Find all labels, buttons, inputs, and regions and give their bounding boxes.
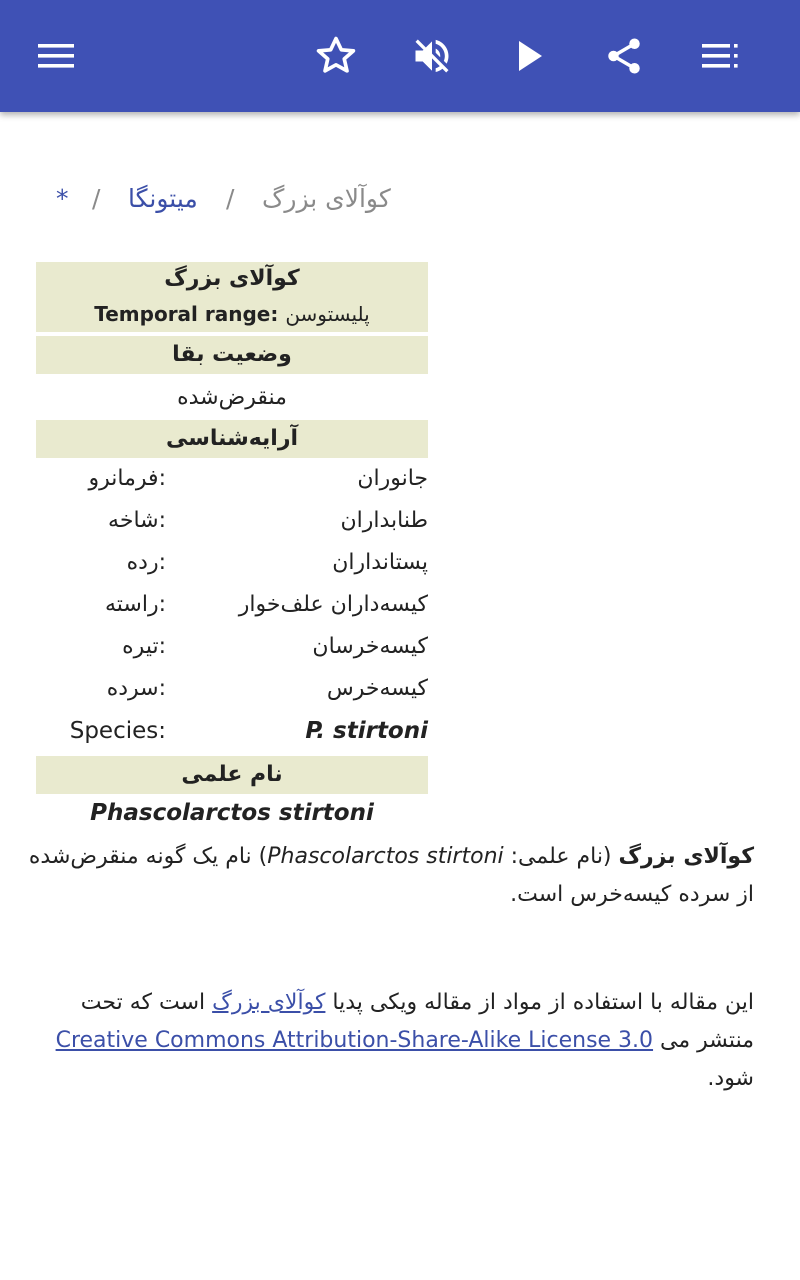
taxonomy-value[interactable]: پستانداران xyxy=(332,550,428,575)
article-intro xyxy=(28,838,754,914)
taxonomy-row-genus xyxy=(36,672,428,712)
taxonomy-value[interactable]: طنابداران xyxy=(340,508,428,533)
taxonomy-value[interactable]: کیسه‌خرسان xyxy=(312,634,428,659)
infobox-title-block xyxy=(36,262,428,332)
article-scientific-name: Phascolarctos stirtoni xyxy=(267,844,504,869)
taxonomy-row-kingdom xyxy=(36,462,428,502)
infobox-title: کوآلای بزرگ xyxy=(164,266,300,291)
wikipedia-article-link[interactable]: کوآلای بزرگ xyxy=(212,990,326,1015)
taxonomy-value[interactable]: کیسه‌داران علف‌خوار xyxy=(238,592,428,617)
taxonomy-row-order xyxy=(36,588,428,628)
breadcrumb-separator: / xyxy=(226,184,235,213)
breadcrumb-home[interactable]: * xyxy=(56,184,69,213)
toc-list-icon xyxy=(700,41,740,71)
temporal-range-value[interactable]: پلیستوسن xyxy=(285,302,370,326)
play-icon xyxy=(515,39,545,73)
taxonomy-rank[interactable]: :سرده xyxy=(106,676,166,701)
license-text-before: این مقاله با استفاده از مواد از مقاله ویکی پدیا xyxy=(325,990,754,1015)
status-value[interactable]: منقرض‌شده xyxy=(177,385,287,410)
breadcrumb-parent[interactable]: میتونگا xyxy=(128,184,198,213)
license-link[interactable]: Creative Commons Attribution-Share-Alike License 3.0 xyxy=(55,1028,654,1053)
taxonomy-value: P. stirtoni xyxy=(305,718,428,744)
article-intro-open: (نام علمی: xyxy=(503,844,619,869)
article-title-bold: کوآلای بزرگ xyxy=(618,844,754,869)
taxonomy-value[interactable]: جانوران xyxy=(357,466,428,491)
menu-icon xyxy=(36,41,76,71)
share-icon xyxy=(603,35,645,77)
taxonomy-value[interactable]: کیسه‌خرس xyxy=(326,676,428,701)
license-text-after: است که تحت xyxy=(80,990,213,1015)
scientific-name: Phascolarctos stirtoni xyxy=(90,800,374,826)
menu-button[interactable] xyxy=(28,28,84,84)
taxonomy-header[interactable]: آرایه‌شناسی xyxy=(36,420,428,458)
license-line-3: شود. xyxy=(707,1066,754,1091)
taxonomy-rank[interactable]: :فرمانرو xyxy=(88,466,166,491)
share-button[interactable] xyxy=(596,28,652,84)
taxonomy-rank[interactable]: :رده xyxy=(126,550,166,575)
play-button[interactable] xyxy=(502,28,558,84)
breadcrumb xyxy=(0,178,800,222)
temporal-range xyxy=(36,302,428,326)
breadcrumb-current: کوآلای بزرگ xyxy=(262,184,391,213)
taxonomy-row-phylum xyxy=(36,504,428,544)
favorite-button[interactable] xyxy=(308,28,364,84)
taxonomy-row-class xyxy=(36,546,428,586)
license-text-published: منتشر می xyxy=(660,1028,754,1053)
article-intro-line-2: از سرده کیسه‌خرس است. xyxy=(510,882,754,907)
taxonomy-rank: Species: xyxy=(69,718,166,744)
taxonomy-rank[interactable]: :شاخه xyxy=(108,508,166,533)
scientific-name-header[interactable]: نام علمی xyxy=(36,756,428,794)
breadcrumb-separator: / xyxy=(92,184,101,213)
temporal-range-label: Temporal range: xyxy=(94,302,279,326)
mute-button[interactable] xyxy=(404,28,460,84)
status-header[interactable]: وضعیت بقا xyxy=(36,336,428,374)
volume-off-icon xyxy=(410,34,454,78)
taxonomy-rank[interactable]: :راسته xyxy=(104,592,166,617)
license-line-1 xyxy=(32,984,754,1022)
taxonomy-row-family xyxy=(36,630,428,670)
contents-button[interactable] xyxy=(692,28,748,84)
license-notice xyxy=(32,984,754,1098)
taxonomy-row-species xyxy=(36,714,428,754)
license-line-2 xyxy=(32,1022,754,1060)
article-intro-rest: ) نام یک گونه منقرض‌شده xyxy=(28,844,268,869)
infobox xyxy=(36,262,428,826)
star-outline-icon xyxy=(314,34,358,78)
app-toolbar xyxy=(0,0,800,112)
taxonomy-rank[interactable]: :تیره xyxy=(122,634,166,659)
article-intro-line xyxy=(28,838,754,876)
